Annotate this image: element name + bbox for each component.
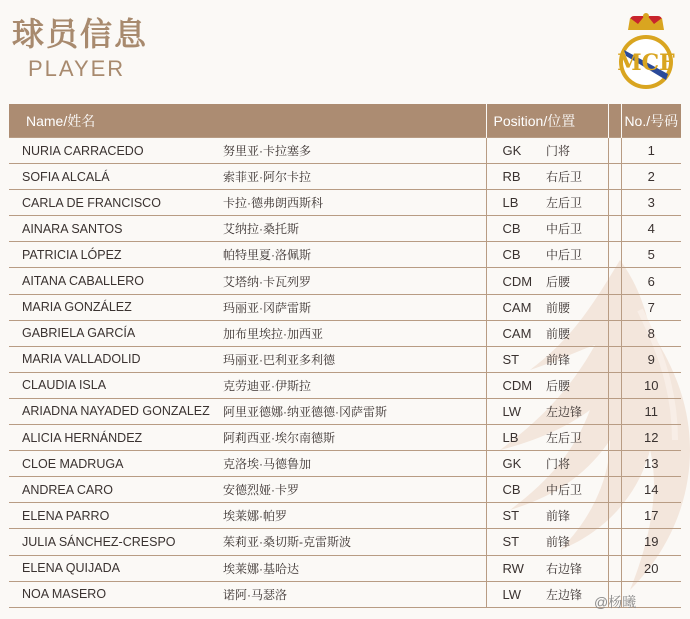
- player-position-cn: 前锋: [546, 503, 608, 529]
- player-position: LB: [486, 190, 546, 216]
- player-name-cn: 埃莱娜·帕罗: [223, 503, 486, 529]
- player-number: 10: [621, 372, 681, 398]
- real-madrid-crest-icon: [616, 10, 676, 94]
- player-name-cn: 加布里埃拉·加西亚: [223, 320, 486, 346]
- column-header-spacer: [608, 104, 621, 138]
- player-name-cn: 阿莉西亚·埃尔南德斯: [223, 425, 486, 451]
- player-number: 3: [621, 190, 681, 216]
- row-spacer: [608, 555, 621, 581]
- player-number: 17: [621, 503, 681, 529]
- player-name: SOFIA ALCALÁ: [9, 164, 223, 190]
- svg-text:MCF: MCF: [617, 50, 675, 76]
- player-position: CAM: [486, 294, 546, 320]
- row-spacer: [608, 320, 621, 346]
- player-name-cn: 努里亚·卡拉塞多: [223, 138, 486, 164]
- weibo-watermark: @杨曦: [594, 594, 637, 610]
- player-name: ELENA QUIJADA: [9, 555, 223, 581]
- row-spacer: [608, 425, 621, 451]
- table-header-row: [9, 104, 681, 138]
- player-position: CB: [486, 242, 546, 268]
- player-position: ST: [486, 529, 546, 555]
- player-name-cn: 卡拉·德弗朗西斯科: [223, 190, 486, 216]
- player-position: RW: [486, 555, 546, 581]
- player-name: NURIA CARRACEDO: [9, 138, 223, 164]
- player-position-cn: 右后卫: [546, 164, 608, 190]
- player-name: GABRIELA GARCÍA: [9, 320, 223, 346]
- player-name: NOA MASERO: [9, 581, 223, 607]
- row-spacer: [608, 451, 621, 477]
- player-name: CARLA DE FRANCISCO: [9, 190, 223, 216]
- player-position-cn: 前锋: [546, 529, 608, 555]
- player-table: [9, 104, 681, 608]
- page-subtitle: PLAYER: [28, 56, 126, 81]
- row-spacer: [608, 294, 621, 320]
- player-number: 4: [621, 216, 681, 242]
- table-row: [9, 451, 681, 477]
- table-row: [9, 529, 681, 555]
- player-position: CB: [486, 477, 546, 503]
- player-position-cn: 中后卫: [546, 216, 608, 242]
- player-position: CB: [486, 216, 546, 242]
- table-row: [9, 242, 681, 268]
- player-position-cn: 右边锋: [546, 555, 608, 581]
- player-name-cn: 克洛埃·马德鲁加: [223, 451, 486, 477]
- player-position-cn: 中后卫: [546, 242, 608, 268]
- player-name-cn: 艾塔纳·卡瓦列罗: [223, 268, 486, 294]
- page-title: 球员信息: [12, 15, 149, 53]
- player-number: 7: [621, 294, 681, 320]
- player-name-cn: 阿里亚德娜·纳亚德德·冈萨雷斯: [223, 398, 486, 424]
- player-number: 12: [621, 425, 681, 451]
- player-name: ANDREA CARO: [9, 477, 223, 503]
- table-row: [9, 477, 681, 503]
- table-row: [9, 555, 681, 581]
- player-position-cn: 后腰: [546, 372, 608, 398]
- player-name-cn: 埃莱娜·基哈达: [223, 555, 486, 581]
- player-number: 9: [621, 346, 681, 372]
- column-header-position: Position/位置: [486, 104, 608, 138]
- player-number: 8: [621, 320, 681, 346]
- row-spacer: [608, 242, 621, 268]
- player-name: CLAUDIA ISLA: [9, 372, 223, 398]
- table-row: [9, 320, 681, 346]
- player-number: 6: [621, 268, 681, 294]
- player-position-cn: 中后卫: [546, 477, 608, 503]
- player-number: 13: [621, 451, 681, 477]
- row-spacer: [608, 372, 621, 398]
- player-position: LB: [486, 425, 546, 451]
- player-number: 1: [621, 138, 681, 164]
- player-name-cn: 帕特里夏·洛佩斯: [223, 242, 486, 268]
- player-name: AITANA CABALLERO: [9, 268, 223, 294]
- player-name: MARIA GONZÁLEZ: [9, 294, 223, 320]
- player-position-cn: 门将: [546, 138, 608, 164]
- player-name-cn: 玛丽亚·冈萨雷斯: [223, 294, 486, 320]
- column-header-number: No./号码: [621, 104, 681, 138]
- table-row: [9, 581, 681, 607]
- player-name-cn: 索菲亚·阿尔卡拉: [223, 164, 486, 190]
- table-row: [9, 190, 681, 216]
- player-position: CDM: [486, 372, 546, 398]
- table-row: [9, 268, 681, 294]
- player-position-cn: 左边锋: [546, 398, 608, 424]
- player-position: CDM: [486, 268, 546, 294]
- table-row: [9, 164, 681, 190]
- column-header-name: Name/姓名: [9, 104, 486, 138]
- player-position: CAM: [486, 320, 546, 346]
- table-row: [9, 425, 681, 451]
- player-number: 11: [621, 398, 681, 424]
- player-position: ST: [486, 503, 546, 529]
- table-row: [9, 216, 681, 242]
- player-name-cn: 茱莉亚·桑切斯-克雷斯波: [223, 529, 486, 555]
- row-spacer: [608, 529, 621, 555]
- player-name: ARIADNA NAYADED GONZALEZ: [9, 398, 223, 424]
- player-name: AINARA SANTOS: [9, 216, 223, 242]
- player-position: RB: [486, 164, 546, 190]
- table-row: [9, 503, 681, 529]
- player-position-cn: 前腰: [546, 294, 608, 320]
- player-number: 5: [621, 242, 681, 268]
- player-number: 19: [621, 529, 681, 555]
- player-position: ST: [486, 346, 546, 372]
- player-name: ELENA PARRO: [9, 503, 223, 529]
- table-row: [9, 138, 681, 164]
- player-name: CLOE MADRUGA: [9, 451, 223, 477]
- row-spacer: [608, 216, 621, 242]
- player-position-cn: 左边锋: [546, 581, 608, 607]
- row-spacer: [608, 190, 621, 216]
- row-spacer: [608, 477, 621, 503]
- player-position: LW: [486, 398, 546, 424]
- row-spacer: [608, 164, 621, 190]
- player-name: ALICIA HERNÁNDEZ: [9, 425, 223, 451]
- player-number: 20: [621, 555, 681, 581]
- player-name-cn: 安德烈娅·卡罗: [223, 477, 486, 503]
- player-position-cn: 后腰: [546, 268, 608, 294]
- player-name-cn: 玛丽亚·巴利亚多利德: [223, 346, 486, 372]
- table-row: [9, 294, 681, 320]
- player-number: 2: [621, 164, 681, 190]
- player-position-cn: 前腰: [546, 320, 608, 346]
- row-spacer: [608, 346, 621, 372]
- player-name-cn: 克劳迪亚·伊斯拉: [223, 372, 486, 398]
- row-spacer: [608, 268, 621, 294]
- player-position: GK: [486, 138, 546, 164]
- player-name: MARIA VALLADOLID: [9, 346, 223, 372]
- row-spacer: [608, 398, 621, 424]
- table-row: [9, 372, 681, 398]
- player-position: LW: [486, 581, 546, 607]
- player-name: JULIA SÁNCHEZ-CRESPO: [9, 529, 223, 555]
- player-position: GK: [486, 451, 546, 477]
- player-position-cn: 门将: [546, 451, 608, 477]
- row-spacer: [608, 503, 621, 529]
- table-row: [9, 398, 681, 424]
- player-position-cn: 左后卫: [546, 190, 608, 216]
- player-number: 14: [621, 477, 681, 503]
- row-spacer: [608, 138, 621, 164]
- player-name-cn: 艾纳拉·桑托斯: [223, 216, 486, 242]
- table-row: [9, 346, 681, 372]
- player-name: PATRICIA LÓPEZ: [9, 242, 223, 268]
- player-position-cn: 前锋: [546, 346, 608, 372]
- player-name-cn: 诺阿·马瑟洛: [223, 581, 486, 607]
- player-position-cn: 左后卫: [546, 425, 608, 451]
